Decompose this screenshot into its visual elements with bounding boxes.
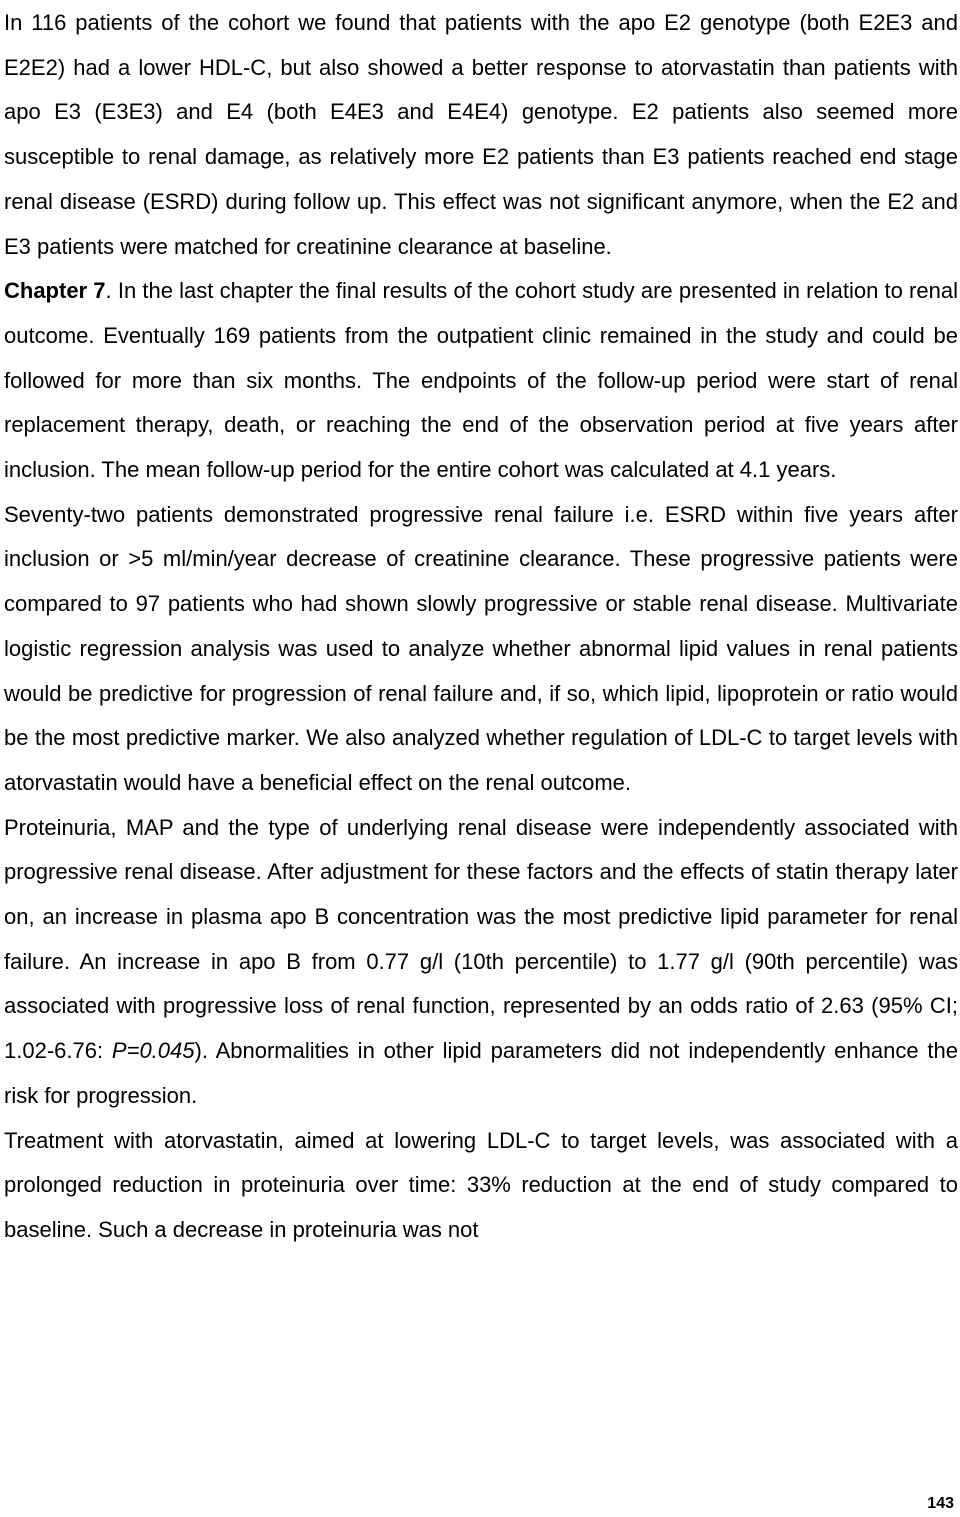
apob-text-before: Proteinuria, MAP and the type of underlying renal disease were independently associated with progressive renal disease. After adjustment for these factors and the effects of statin therapy later on, an increase in plasma apo B concentration was the most predictive lipid parameter for renal failure. An increase in apo B from 0.77 g/l (10th percentile) to 1.77 g/l (90th percentile) was associated with progressive loss of renal function, represented by an odds ratio of 2.63 (95% CI; 1.02-6.76: — [4, 814, 958, 1064]
paragraph-apoe-genotype: In 116 patients of the cohort we found that patients with the apo E2 genotype (both E2E3 and E2E2) had a lower HDL-C, but also showed a better response to atorvastatin than patients with apo E3 (E3E3) and E4 (both E4E3 and E4E4) genotype. E2 patients also seemed more susceptible to renal damage, as relatively more E2 patients than E3 patients reached end stage renal disease (ESRD) during follow up. This effect was not significant anymore, when the E2 and E3 patients were matched for creatinine clearance at baseline. — [4, 10, 958, 259]
paragraph-chapter-7 — [4, 269, 958, 493]
paragraph-proteinuria-apob — [4, 806, 958, 1119]
page-number: 143 — [927, 1495, 954, 1512]
body-text — [4, 1, 958, 1253]
chapter-7-heading: Chapter 7 — [4, 278, 106, 304]
paragraph-atorvastatin-treatment: Treatment with atorvastatin, aimed at lowering LDL-C to target levels, was associated with a prolonged reduction in proteinuria over time: 33% reduction at the end of study compared to baseline. Such a decrease in proteinuria was not — [4, 1127, 958, 1242]
paragraph-progressive-patients: Seventy-two patients demonstrated progressive renal failure i.e. ESRD within five years after inclusion or >5 ml/min/year decrease of creatinine clearance. These progressive patients were compared to 97 patients who had shown slowly progressive or stable renal disease. Multivariate logistic regression analysis was used to analyze whether abnormal lipid values in renal patients would be predictive for progression of renal failure and, if so, which lipid, lipoprotein or ratio would be the most predictive marker. We also analyzed whether regulation of LDL-C to target levels with atorvastatin would have a beneficial effect on the renal outcome. — [4, 501, 958, 795]
p-value: P=0.045 — [111, 1038, 195, 1064]
chapter-7-text: . In the last chapter the final results of the cohort study are presented in relation to renal outcome. Eventually 169 patients from the outpatient clinic remained in the study and could be followed for more than six months. The endpoints of the follow-up period were start of renal replacement therapy, death, or reaching the end of the observation period at five years after inclusion. The mean follow-up period for the entire cohort was calculated at 4.1 years. — [4, 278, 958, 483]
apob-text-after: ). Abnormalities in other lipid parameters did not independently enhance the risk for progression. — [4, 1038, 958, 1108]
